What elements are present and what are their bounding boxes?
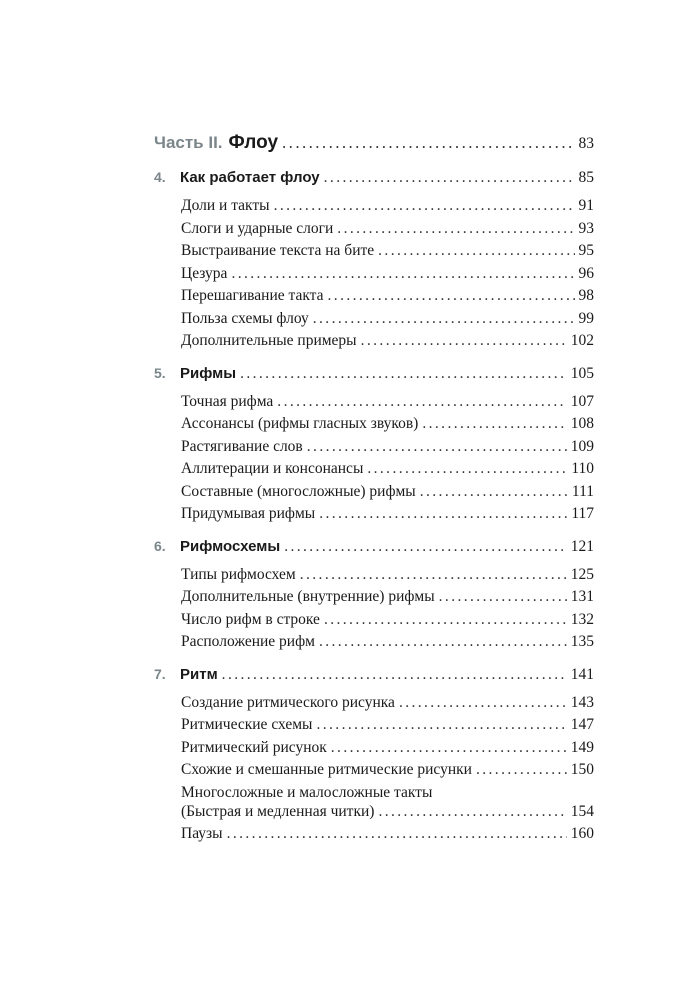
page-number: 93 xyxy=(578,219,594,237)
toc-entry[interactable] xyxy=(154,242,594,265)
toc-entry[interactable] xyxy=(154,633,594,656)
dot-leader xyxy=(307,438,567,456)
page-number: 143 xyxy=(570,693,594,711)
dot-leader xyxy=(378,803,566,821)
page-number: 150 xyxy=(570,761,594,778)
dot-leader xyxy=(313,310,575,328)
dot-leader xyxy=(282,133,574,153)
entry-title-line2: (Быстрая и медленная читки) xyxy=(181,802,375,820)
entry-title: Составные (многосложные) рифмы xyxy=(181,482,416,500)
entry-title: Создание ритмического рисунка xyxy=(181,693,395,711)
page-number: 131 xyxy=(570,588,594,605)
page-number: 125 xyxy=(570,565,594,583)
page-number: 111 xyxy=(571,482,594,500)
entry-title: Перешагивание такта xyxy=(181,287,324,304)
dot-leader xyxy=(439,588,567,606)
page-number: 105 xyxy=(570,364,594,382)
page-number: 135 xyxy=(570,633,594,650)
toc-chapter-6[interactable] xyxy=(154,538,594,560)
chapter-number: 4. xyxy=(154,169,166,185)
entry-title: Ассонансы (рифмы гласных звуков) xyxy=(181,415,419,432)
dot-leader xyxy=(324,611,567,629)
chapter-name: Как работает флоу xyxy=(180,169,320,186)
toc-entry[interactable] xyxy=(154,393,594,416)
entry-title: Схожие и смешанные ритмические рисунки xyxy=(181,761,472,778)
page-number: 95 xyxy=(578,242,594,259)
toc-entry[interactable] xyxy=(154,287,594,310)
toc-entry[interactable] xyxy=(154,611,594,634)
chapter-title xyxy=(154,365,236,383)
entry-title: Аллитерации и консонансы xyxy=(181,460,364,477)
toc-entry[interactable] xyxy=(154,694,594,717)
dot-leader xyxy=(240,365,567,383)
dot-leader xyxy=(331,739,567,757)
page-number: 107 xyxy=(570,392,594,410)
section-gap xyxy=(154,656,594,666)
toc-entry[interactable] xyxy=(154,460,594,483)
part-name: Флоу xyxy=(228,132,279,153)
toc-entry[interactable] xyxy=(154,220,594,243)
page-number: 96 xyxy=(578,264,594,282)
page-number: 149 xyxy=(570,738,594,756)
toc-entry[interactable] xyxy=(154,265,594,288)
toc-entry[interactable] xyxy=(154,739,594,762)
dot-leader xyxy=(319,633,567,651)
entry-title: Дополнительные примеры xyxy=(181,332,357,349)
chapter-title xyxy=(154,538,280,556)
page-number: 108 xyxy=(570,415,594,432)
part-label: Часть II. xyxy=(154,133,223,152)
entry-title: Доли и такты xyxy=(181,197,270,214)
entry-title-line1: Многосложные и малосложные такты xyxy=(181,783,433,801)
page-number: 109 xyxy=(570,437,594,455)
chapter-number: 6. xyxy=(154,537,166,554)
chapter-name: Ритм xyxy=(180,665,218,683)
page-number: 154 xyxy=(570,802,594,820)
dot-leader xyxy=(422,415,566,433)
chapter-number: 7. xyxy=(154,665,166,682)
dot-leader xyxy=(337,220,574,238)
dot-leader xyxy=(367,460,567,478)
section-gap xyxy=(154,355,594,365)
page-number: 102 xyxy=(570,332,594,349)
toc-entry[interactable] xyxy=(154,761,594,784)
chapter-name: Рифмы xyxy=(180,364,237,382)
page-number: 160 xyxy=(570,825,594,842)
entry-title: Польза схемы флоу xyxy=(181,309,309,327)
entry-title: Цезура xyxy=(181,264,228,282)
toc-entry[interactable] xyxy=(154,438,594,461)
toc-entry-multiline[interactable] xyxy=(154,784,594,826)
dot-leader xyxy=(324,169,575,187)
page-number: 132 xyxy=(570,610,594,628)
dot-leader xyxy=(328,287,575,305)
entry-title: Ритмический рисунок xyxy=(181,738,327,756)
toc-chapter-7[interactable] xyxy=(154,666,594,688)
page-number: 141 xyxy=(570,665,594,683)
toc-entry[interactable] xyxy=(154,197,594,220)
chapter-title xyxy=(154,169,320,187)
page-number: 99 xyxy=(578,309,594,327)
entry-title: Выстраивание текста на бите xyxy=(181,242,375,259)
dot-leader xyxy=(274,197,575,215)
page-number: 85 xyxy=(578,169,594,186)
entry-title: Точная рифма xyxy=(181,392,274,410)
entry-title: Дополнительные (внутренние) рифмы xyxy=(181,588,435,605)
toc-entry[interactable] xyxy=(154,716,594,739)
entry-title: Паузы xyxy=(181,825,223,842)
table-of-contents xyxy=(154,132,594,848)
entry-title: Слоги и ударные слоги xyxy=(181,219,334,237)
dot-leader xyxy=(476,761,567,779)
dot-leader xyxy=(378,242,574,260)
dot-leader xyxy=(319,505,567,523)
page-number: 98 xyxy=(578,287,594,304)
toc-entry[interactable] xyxy=(154,415,594,438)
toc-entry[interactable] xyxy=(154,310,594,333)
toc-entry[interactable] xyxy=(154,483,594,506)
dot-leader xyxy=(399,694,567,712)
dot-leader xyxy=(361,332,567,350)
toc-chapter-4[interactable] xyxy=(154,169,594,191)
toc-entry[interactable] xyxy=(154,825,594,848)
dot-leader xyxy=(227,825,567,843)
page-number: 110 xyxy=(571,460,594,477)
entry-title: Ритмические схемы xyxy=(181,716,313,733)
section-gap xyxy=(154,528,594,538)
toc-entry[interactable] xyxy=(154,332,594,355)
dot-leader xyxy=(231,265,574,283)
toc-part-heading[interactable] xyxy=(154,132,594,160)
entry-title: Придумывая рифмы xyxy=(181,505,316,522)
dot-leader xyxy=(222,666,567,684)
page-number: 91 xyxy=(578,197,594,214)
toc-entry[interactable] xyxy=(154,505,594,528)
entry-title: Типы рифмосхем xyxy=(181,565,296,583)
toc-entry[interactable] xyxy=(154,588,594,611)
page-number: 121 xyxy=(570,537,594,555)
entry-title: Число рифм в строке xyxy=(181,610,320,628)
entry-title: Растягивание слов xyxy=(181,437,303,455)
entry-line2-row xyxy=(181,803,594,826)
page-number: 83 xyxy=(578,135,594,152)
dot-leader xyxy=(316,716,566,734)
dot-leader xyxy=(420,483,568,501)
entry-title: Расположение рифм xyxy=(181,633,315,650)
toc-entry[interactable] xyxy=(154,566,594,589)
dot-leader xyxy=(300,566,567,584)
chapter-name: Рифмосхемы xyxy=(180,537,281,555)
dot-leader xyxy=(284,538,567,556)
dot-leader xyxy=(277,393,566,411)
toc-chapter-5[interactable] xyxy=(154,365,594,387)
page-number: 147 xyxy=(570,716,594,733)
chapter-number: 5. xyxy=(154,364,166,381)
chapter-title xyxy=(154,666,218,684)
page-number: 117 xyxy=(571,505,594,522)
part-title xyxy=(154,132,278,154)
